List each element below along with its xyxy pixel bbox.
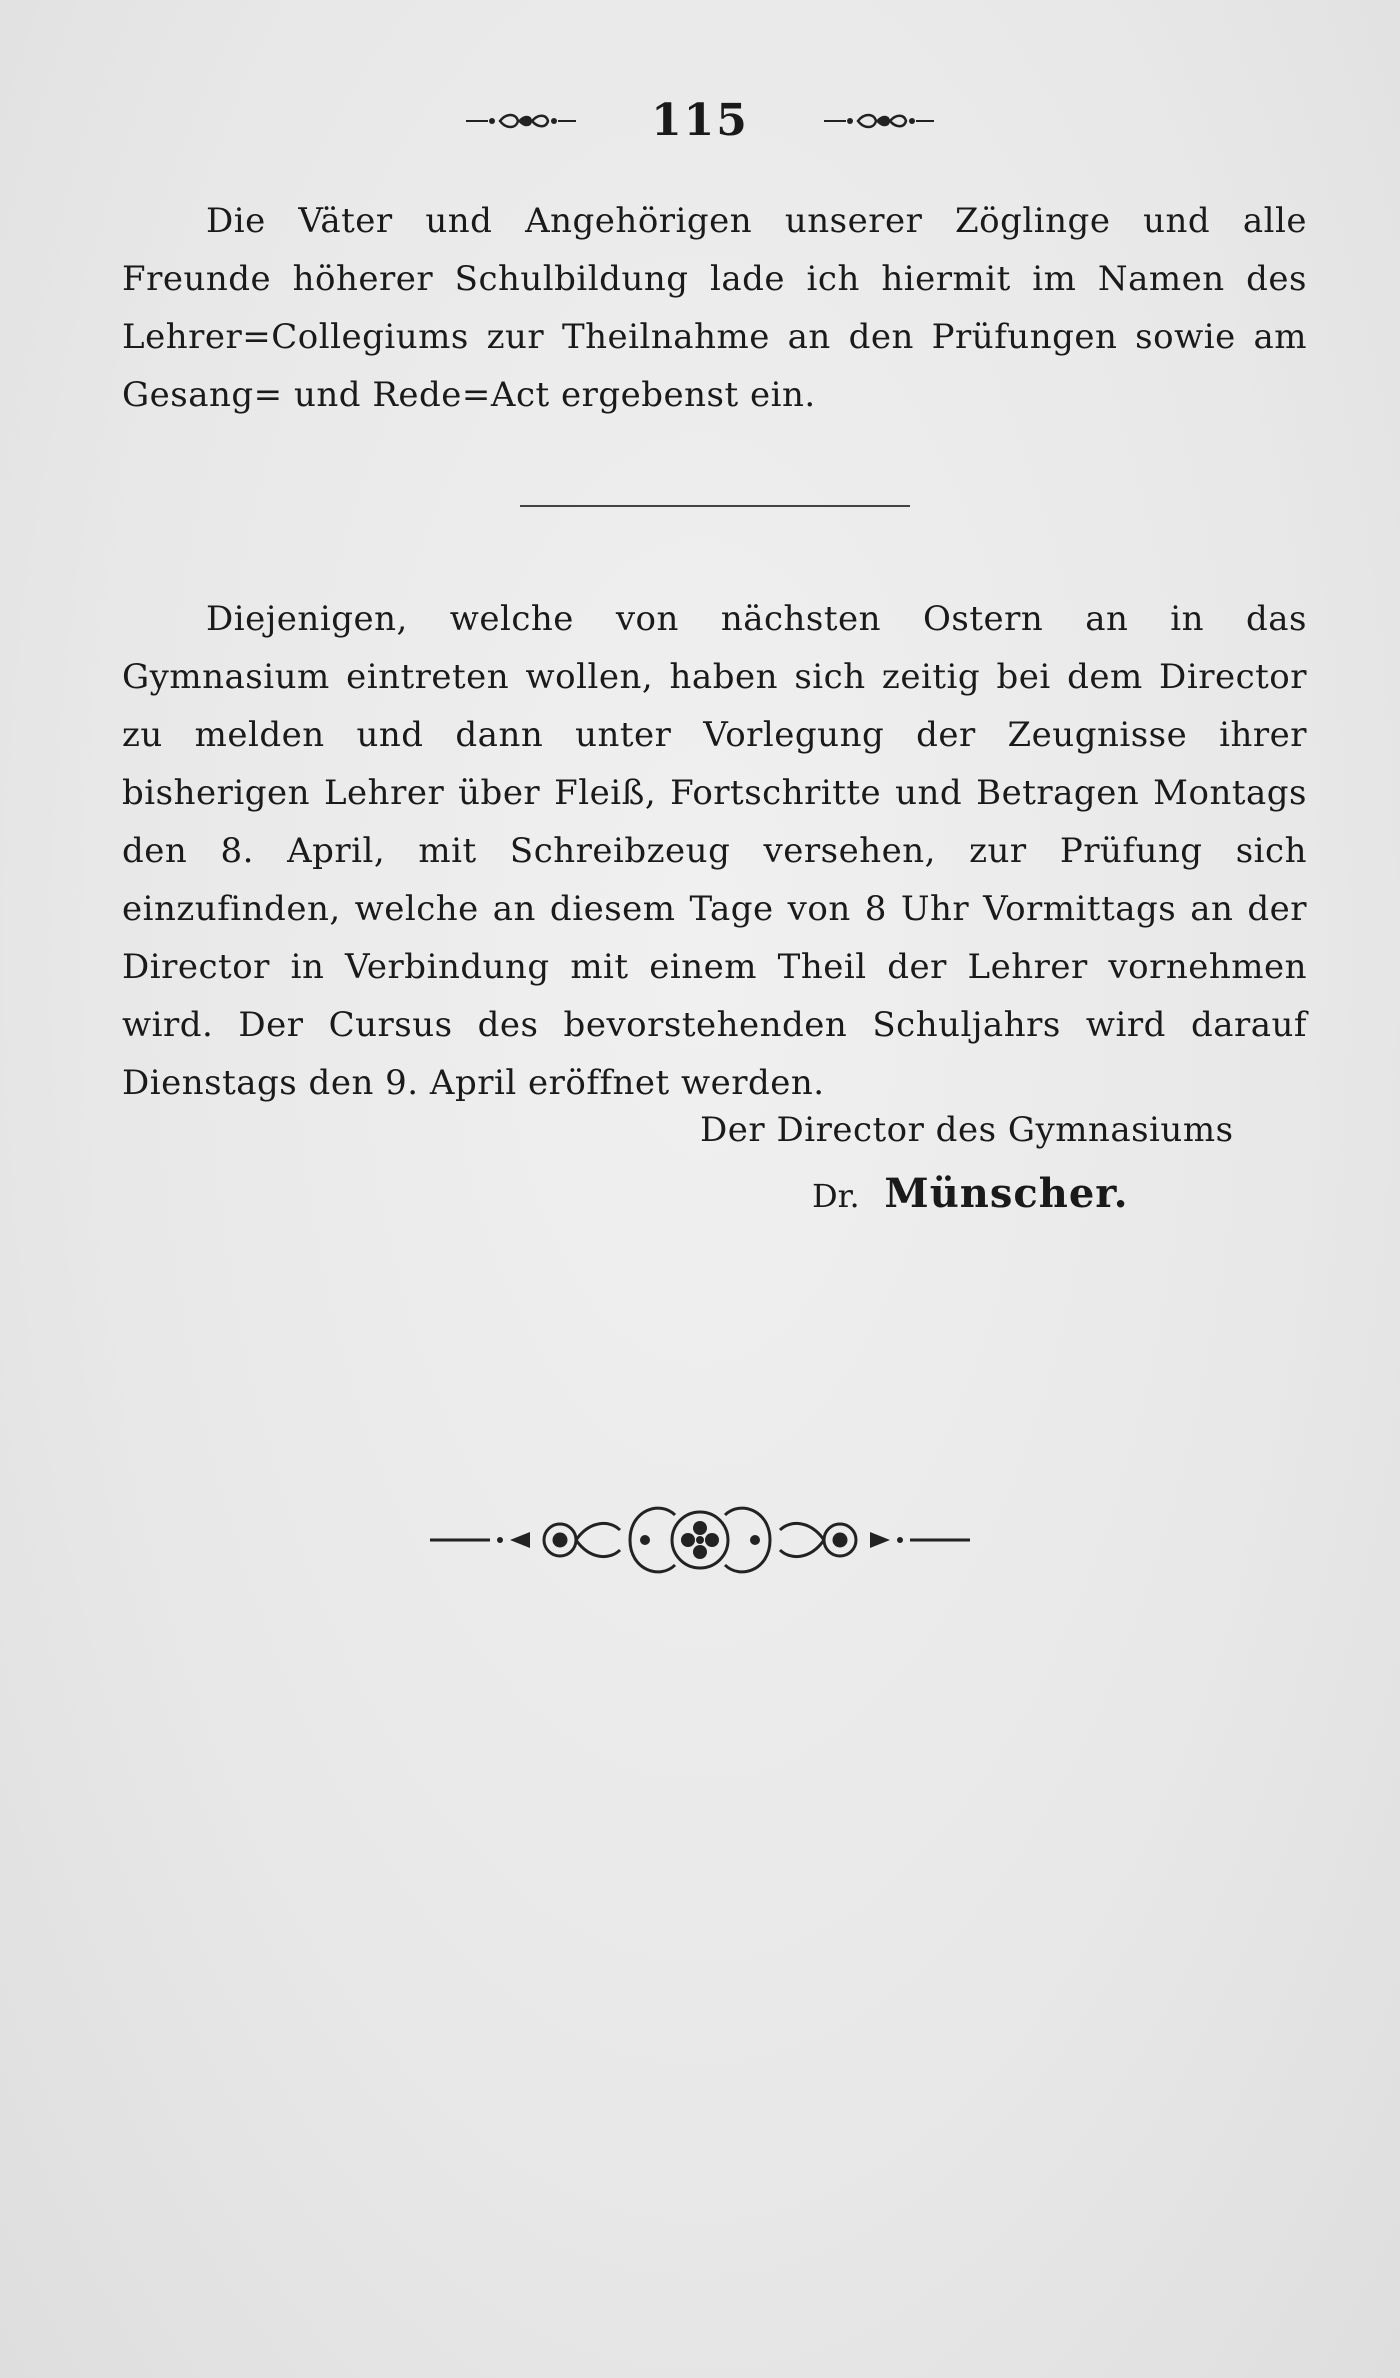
page-number: 115 xyxy=(651,95,749,146)
page-header xyxy=(0,95,1400,146)
left-fleuron-icon xyxy=(466,111,576,131)
decorative-ornament-icon xyxy=(430,1490,970,1590)
signature-title: Der Director des Gymnasiums xyxy=(700,1110,1234,1150)
signature-prefix: Dr. xyxy=(812,1177,860,1215)
section-divider xyxy=(520,505,910,507)
invitation-paragraph: Die Väter und Angehörigen unserer Zöglinge und alle Freunde höherer Schulbildung lade ich hiermit im Namen des Lehrer=Collegiums zur Theilnahme an den Prüfungen sowie am Gesang= und Rede=Act ergebenst ein. xyxy=(122,201,1307,415)
admission-paragraph: Diejenigen, welche von nächsten Ostern an in das Gymnasium eintreten wollen, haben sich zeitig bei dem Director zu melden und dann unter Vorlegung der Zeugnisse ihrer bisherigen Lehrer über Fleiß, Fortschritte und Betragen Montags den 8. April, mit Schreibzeug versehen, zur Prüfung sich einzufinden, welche an diesem Tage von 8 Uhr Vormittags an der Director in Verbindung mit einem Theil der Lehrer vornehmen wird. Der Cursus des bevorstehenden Schuljahrs wird darauf Dienstags den 9. April eröffnet werden. xyxy=(122,599,1307,1103)
signature-name-row xyxy=(812,1170,1129,1217)
signature-name: Münscher. xyxy=(884,1170,1129,1217)
right-fleuron-icon xyxy=(824,111,934,131)
